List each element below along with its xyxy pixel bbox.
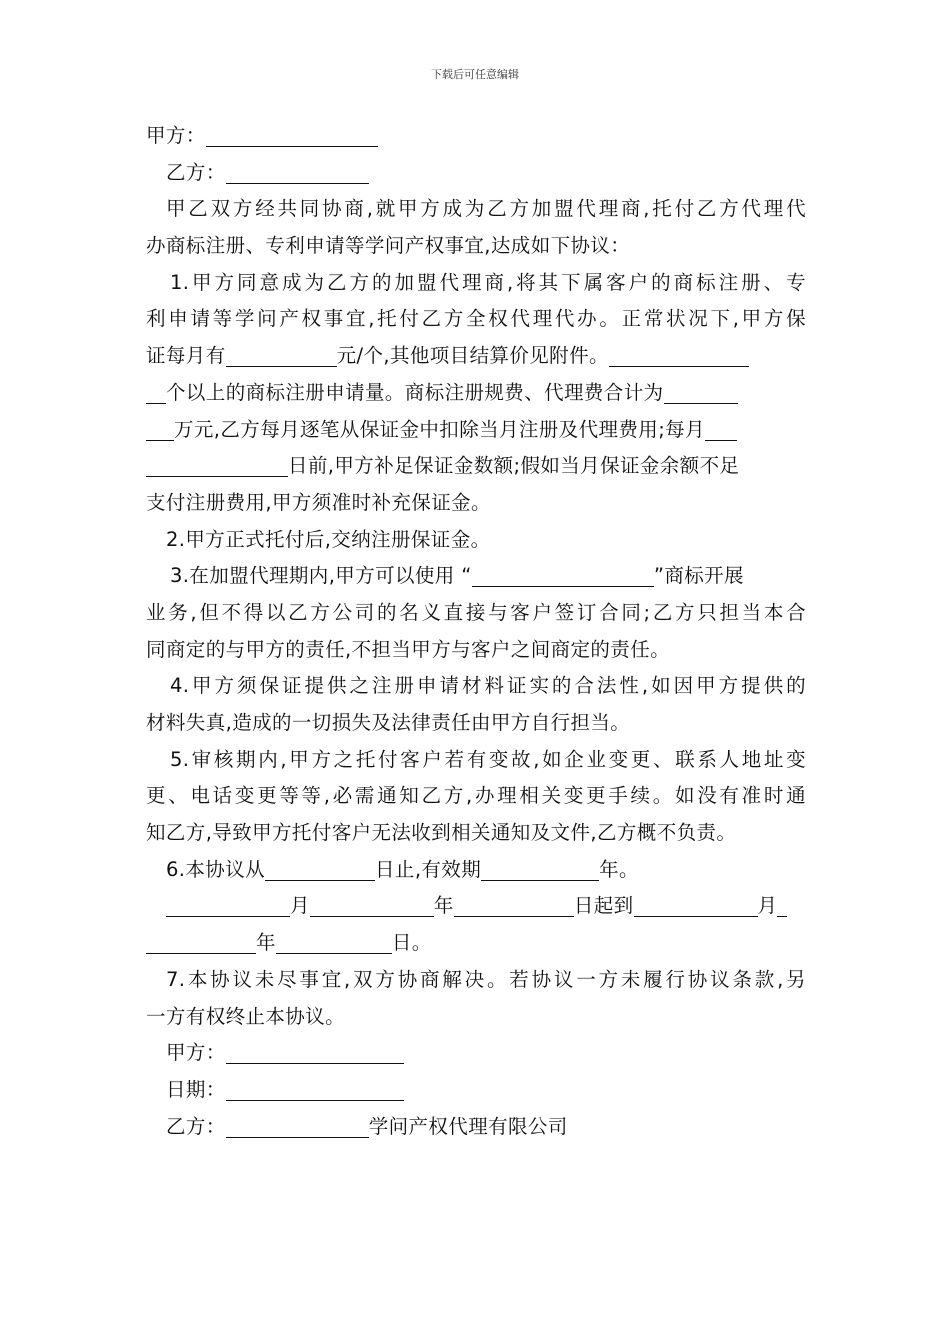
signature-b-blank[interactable]: [226, 1111, 369, 1138]
clause-7-line-1: 7.本协议未尽事宜,双方协商解决。若协议一方未履行协议条款,另: [166, 967, 806, 991]
clause-3-line-3: 同商定的与甲方的责任,不担当甲方与客户之间商定的责任。: [146, 637, 670, 661]
clause-4-line-1: 4.甲方须保证提供之注册申请材料证实的合法性,如因甲方提供的: [170, 674, 806, 698]
monthly-date-blank-cont[interactable]: [146, 450, 288, 477]
application-count-blank-cont[interactable]: [146, 377, 166, 404]
party-a-blank[interactable]: [206, 120, 378, 147]
clause-1-line-2: 利申请等学问产权事宜,托付乙方全权代理代办。正常状况下,甲方保: [146, 307, 806, 331]
clause-6-line-3: 年 日。: [146, 925, 806, 962]
application-count-blank[interactable]: [609, 340, 749, 367]
clause-3-line-1: 3.在加盟代理期内,甲方可以使用 “ ”商标开展: [146, 558, 806, 595]
to-year-blank[interactable]: [777, 890, 787, 917]
from-year-blank[interactable]: [310, 890, 434, 917]
clause-1-line-6: 日前,甲方补足保证金数额;假如当月保证金余额不足: [146, 448, 806, 485]
clause-5-line-1: 5.审核期内,甲方之托付客户若有变故,如企业变更、联系人地址变: [170, 747, 806, 771]
signature-party-b: 乙方： 学问产权代理有限公司: [146, 1109, 806, 1146]
clause-1-line-5: 万元,乙方每月逐笔从保证金中扣除当月注册及代理费用;每月: [146, 412, 806, 449]
clause-5-line-3: 知乙方,导致甲方托付客户无法收到相关通知及文件,乙方概不负责。: [146, 821, 737, 845]
clause-1-line-1: 1.甲方同意成为乙方的加盟代理商,将其下属客户的商标注册、专: [170, 270, 806, 294]
page-header: 下载后可任意编辑: [431, 68, 519, 81]
total-fee-blank[interactable]: [664, 377, 738, 404]
intro-line-2: 办商标注册、专利申请等学问产权事宜,达成如下协议：: [146, 234, 631, 258]
signature-date: 日期：: [146, 1072, 806, 1109]
from-day-blank[interactable]: [454, 890, 574, 917]
clause-2-line: 2.甲方正式托付后,交纳注册保证金。: [166, 527, 491, 551]
signature-date-blank[interactable]: [226, 1074, 404, 1101]
clause-4-line-2: 材料失真,造成的一切损失及法律责任由甲方自行担当。: [146, 711, 631, 734]
monthly-date-blank[interactable]: [705, 414, 737, 441]
to-day-blank[interactable]: [276, 927, 392, 954]
clause-1-line-4: 个以上的商标注册申请量。商标注册规费、代理费合计为: [146, 375, 806, 412]
agreement-body: [146, 118, 806, 1145]
from-month-blank[interactable]: [166, 890, 290, 917]
total-fee-blank-cont[interactable]: [146, 414, 174, 441]
to-month-blank[interactable]: [634, 890, 758, 917]
party-b-blank[interactable]: [226, 157, 369, 184]
party-b-line: 乙方：: [146, 155, 806, 192]
intro-line-1: 甲乙双方经共同协商,就甲方成为乙方加盟代理商,托付乙方代理代: [166, 197, 806, 221]
signature-a-blank[interactable]: [226, 1037, 404, 1064]
party-a-line: 甲方：: [146, 118, 806, 155]
clause-7-line-2: 一方有权终止本协议。: [146, 1004, 346, 1028]
clause-5-line-2: 更、电话变更等等,必需通知乙方,办理相关变更手续。如没有准时通: [146, 784, 806, 808]
clause-6-line-1: 6.本协议从 日止,有效期 年。: [146, 852, 806, 889]
clause-3-line-2: 业务,但不得以乙方公司的名义直接与客户签订合同;乙方只担当本合: [146, 600, 806, 624]
clause-6-line-2: 月 年 日起到 月: [146, 888, 806, 925]
clause-1-line-7: 支付注册费用,甲方须准时补充保证金。: [146, 490, 491, 514]
clause-1-line-3: 证每月有 元/个,其他项目结算价见附件。: [146, 338, 806, 375]
start-day-blank[interactable]: [265, 854, 375, 881]
to-year-blank-cont[interactable]: [146, 927, 256, 954]
validity-years-blank[interactable]: [481, 854, 599, 881]
monthly-quota-blank[interactable]: [226, 340, 337, 367]
trademark-name-blank[interactable]: [472, 560, 654, 587]
signature-party-a: 甲方：: [146, 1035, 806, 1072]
